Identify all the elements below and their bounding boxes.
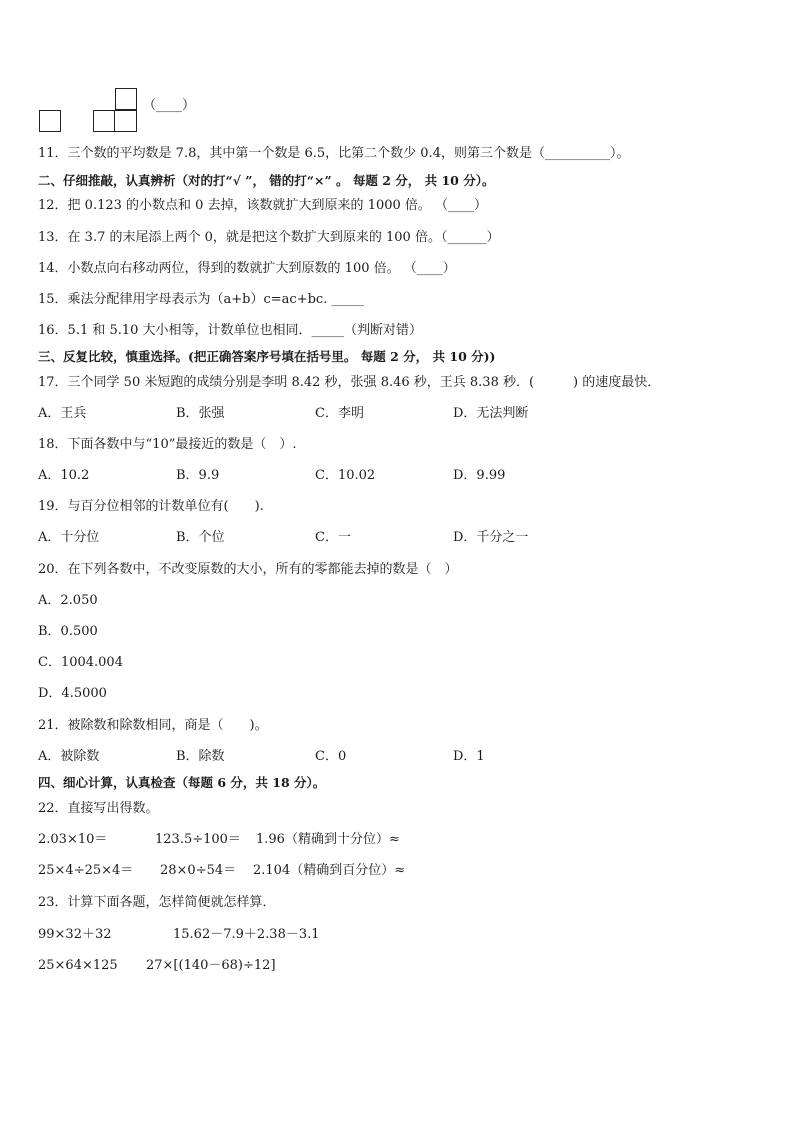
question-20: 20．在下列各数中，不改变原数的大小，所有的零都能去掉的数是（ ） <box>38 562 458 577</box>
question-14: 14．小数点向右移动两位，得到的数就扩大到原数的 100 倍。 （____） <box>38 261 456 276</box>
q18-option-a[interactable]: A．10.2 <box>38 468 90 483</box>
q20-option-c[interactable]: C．1004.004 <box>38 655 123 670</box>
q18-option-c[interactable]: C．10.02 <box>315 468 376 483</box>
q23-item-2: 15.62－7.9＋2.38－3.1 <box>173 927 320 942</box>
question-21: 21．被除数和除数相同，商是（ )。 <box>38 718 268 733</box>
q19-option-c[interactable]: C．一 <box>315 530 351 545</box>
q21-option-c[interactable]: C．0 <box>315 749 347 764</box>
figure-answer-blank[interactable]: （____） <box>143 98 196 113</box>
q17-option-a[interactable]: A．王兵 <box>38 406 87 421</box>
q17-option-b[interactable]: B．张强 <box>176 406 225 421</box>
section-4-title: 四、细心计算，认真检查（每题 6 分，共 18 分）。 <box>38 775 326 790</box>
question-15: 15．乘法分配律用字母表示为（a+b）c=ac+bc. _____ <box>38 292 364 307</box>
q22-item-4: 25×4÷25×4＝ <box>38 863 134 878</box>
l-shape-top-square <box>115 88 137 110</box>
q23-item-1: 99×32＋32 <box>38 927 112 942</box>
q20-option-a[interactable]: A．2.050 <box>38 593 98 608</box>
q22-item-6: 2.104（精确到百分位）≈ <box>253 863 406 878</box>
q22-item-5: 28×0÷54＝ <box>160 863 237 878</box>
l-shape-bottom-left-square <box>93 110 115 132</box>
q20-option-d[interactable]: D．4.5000 <box>38 686 107 701</box>
single-square-view <box>39 110 61 132</box>
question-23: 23．计算下面各题，怎样简便就怎样算． <box>38 895 276 910</box>
q21-option-d[interactable]: D．1 <box>453 749 485 764</box>
q17-option-d[interactable]: D．无法判断 <box>453 406 529 421</box>
q23-item-3: 25×64×125 <box>38 958 118 973</box>
question-13: 13．在 3.7 的末尾添上两个 0，就是把这个数扩大到原来的 100 倍。（______） <box>38 230 500 245</box>
q21-option-b[interactable]: B．除数 <box>176 749 225 764</box>
question-18: 18．下面各数中与“10”最接近的数是（ ）. <box>38 437 297 452</box>
question-12: 12．把 0.123 的小数点和 0 去掉，该数就扩大到原来的 1000 倍。 （____） <box>38 198 488 213</box>
section-3-title: 三、反复比较，慎重选择。(把正确答案序号填在括号里。 每题 2 分， 共 10 分)) <box>38 349 496 364</box>
q23-item-4: 27×[(140－68)÷12] <box>146 958 276 973</box>
q19-option-d[interactable]: D．千分之一 <box>453 530 529 545</box>
q21-option-a[interactable]: A．被除数 <box>38 749 100 764</box>
q17-option-c[interactable]: C．李明 <box>315 406 364 421</box>
q19-option-b[interactable]: B．个位 <box>176 530 225 545</box>
question-19: 19．与百分位相邻的计数单位有( ). <box>38 499 264 514</box>
question-17: 17．三个同学 50 米短跑的成绩分别是李明 8.42 秒，张强 8.46 秒，王兵 8.38 秒．( ) 的速度最快． <box>38 375 661 390</box>
question-16: 16．5.1 和 5.10 大小相等，计数单位也相同．_____（判断对错） <box>38 323 423 338</box>
q22-item-3: 1.96（精确到十分位）≈ <box>256 832 400 847</box>
q22-item-2: 123.5÷100＝ <box>155 832 241 847</box>
l-shape-bottom-right-square <box>115 110 137 132</box>
section-2-title: 二、仔细推敲，认真辨析（对的打“√ ”， 错的打“×” 。 每题 2 分， 共 10 分）。 <box>38 173 495 188</box>
question-22: 22．直接写出得数。 <box>38 801 159 816</box>
q19-option-a[interactable]: A．十分位 <box>38 530 100 545</box>
question-11: 11．三个数的平均数是 7.8，其中第一个数是 6.5，比第二个数少 0.4，则第三个数是（__________）。 <box>38 146 630 161</box>
q18-option-d[interactable]: D．9.99 <box>453 468 506 483</box>
q18-option-b[interactable]: B．9.9 <box>176 468 220 483</box>
q20-option-b[interactable]: B．0.500 <box>38 624 98 639</box>
q22-item-1: 2.03×10＝ <box>38 832 108 847</box>
